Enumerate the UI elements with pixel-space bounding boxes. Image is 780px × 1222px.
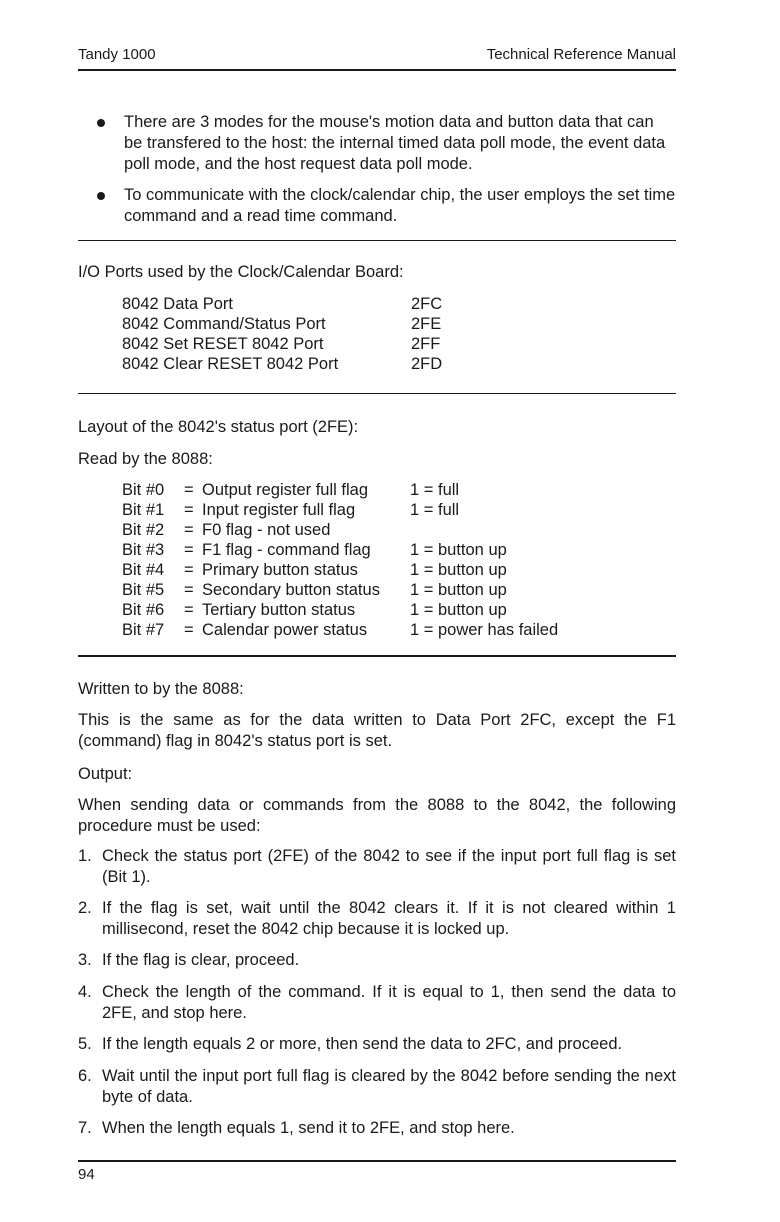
bullet-text: There are 3 modes for the mouse's motion data and button data that can be transfered to the host: the internal timed data poll mode, the event data poll mode, and the host request data poll mode.: [124, 113, 666, 173]
read-by-heading: Read by the 8088:: [78, 450, 213, 468]
output-heading: Output:: [78, 765, 133, 783]
written-heading: Written to by the 8088:: [78, 680, 244, 698]
bit-description: Tertiary button status: [202, 601, 356, 619]
header-manual-name: Technical Reference Manual: [486, 46, 676, 63]
footer-rule: [78, 1160, 676, 1162]
bit-description: Secondary button status: [202, 581, 380, 599]
status-bit-row: [122, 580, 582, 600]
step-text: If the flag is clear, proceed.: [102, 951, 300, 969]
io-port-row: [122, 294, 452, 314]
status-bit-row: [122, 500, 582, 520]
procedure-step: [78, 1034, 676, 1055]
status-port-title: Layout of the 8042's status port (2FE):: [78, 418, 359, 436]
bit-description: F1 flag - command flag: [202, 541, 371, 559]
section-divider: [78, 240, 676, 241]
header-title: Tandy 1000: [78, 46, 156, 63]
port-name: 8042 Clear RESET 8042 Port: [122, 355, 339, 373]
written-paragraph: This is the same as for the data written to Data Port 2FC, except the F1 (command) flag in 8042's status port is set.: [78, 711, 676, 750]
bit-equals: =: [184, 501, 194, 519]
bit-label: Bit #2: [122, 521, 165, 539]
step-number: 1.: [78, 847, 92, 865]
bit-status: 1 = full: [410, 481, 460, 499]
bit-label: Bit #1: [122, 501, 165, 519]
bit-equals: =: [184, 561, 194, 579]
bit-status: 1 = button up: [410, 601, 507, 619]
step-text: Check the status port (2FE) of the 8042 to see if the input port full flag is set (Bit 1).: [102, 847, 676, 886]
procedure-step: [78, 1118, 676, 1139]
bullet-text: To communicate with the clock/calendar chip, the user employs the set time command and a read time command.: [124, 186, 676, 225]
bit-status: 1 = full: [410, 501, 460, 519]
step-number: 4.: [78, 983, 92, 1001]
bit-label: Bit #4: [122, 561, 165, 579]
io-ports-title: I/O Ports used by the Clock/Calendar Board:: [78, 263, 404, 281]
io-port-row: [122, 314, 452, 334]
port-address: 2FF: [411, 335, 441, 353]
bit-equals: =: [184, 541, 194, 559]
port-name: 8042 Set RESET 8042 Port: [122, 335, 324, 353]
status-bit-row: [122, 540, 582, 560]
bit-description: Output register full flag: [202, 481, 368, 499]
io-port-row: [122, 334, 452, 354]
status-bit-row: [122, 560, 582, 580]
procedure-step: [78, 846, 676, 888]
bit-equals: =: [184, 621, 194, 639]
port-address: 2FC: [411, 295, 443, 313]
step-number: 7.: [78, 1119, 92, 1137]
procedure-step: [78, 898, 676, 940]
step-number: 6.: [78, 1067, 92, 1085]
bit-equals: =: [184, 601, 194, 619]
page-number: 94: [78, 1166, 95, 1183]
procedure-step: [78, 950, 676, 971]
bullet-list: [88, 112, 676, 237]
bit-status: 1 = button up: [410, 581, 507, 599]
bit-label: Bit #3: [122, 541, 165, 559]
bit-equals: =: [184, 581, 194, 599]
step-text: When the length equals 1, send it to 2FE, and stop here.: [102, 1119, 515, 1137]
bit-label: Bit #7: [122, 621, 165, 639]
port-name: 8042 Data Port: [122, 295, 233, 313]
status-bit-row: [122, 600, 582, 620]
step-text: If the flag is set, wait until the 8042 clears it. If it is not cleared within 1 millisecond, reset the 8042 chip because it is locked up.: [102, 899, 676, 938]
bit-status: 1 = button up: [410, 541, 507, 559]
bit-label: Bit #6: [122, 601, 165, 619]
bit-description: Primary button status: [202, 561, 358, 579]
step-number: 2.: [78, 899, 92, 917]
io-port-row: [122, 354, 452, 374]
bit-status: 1 = power has failed: [410, 621, 559, 639]
header-rule: [78, 69, 676, 71]
status-bit-row: [122, 480, 582, 500]
io-ports-table: [122, 294, 452, 374]
section-divider: [78, 655, 676, 657]
status-bit-row: [122, 620, 582, 640]
step-text: Check the length of the command. If it is equal to 1, then send the data to 2FE, and stop here.: [102, 983, 676, 1022]
status-bits-table: [122, 480, 582, 640]
output-intro: When sending data or commands from the 8088 to the 8042, the following procedure must be used:: [78, 796, 676, 835]
bullet-icon: [97, 192, 105, 200]
procedure-step: [78, 982, 676, 1024]
bullet-icon: [97, 119, 105, 127]
status-bit-row: [122, 520, 582, 540]
port-name: 8042 Command/Status Port: [122, 315, 326, 333]
step-number: 3.: [78, 951, 92, 969]
bit-equals: =: [184, 521, 194, 539]
bit-description: F0 flag - not used: [202, 521, 331, 539]
bit-status: 1 = button up: [410, 561, 507, 579]
bullet-item: [88, 112, 676, 175]
port-address: 2FE: [411, 315, 442, 333]
bit-equals: =: [184, 481, 194, 499]
section-divider: [78, 393, 676, 394]
procedure-list: [78, 846, 676, 1139]
bullet-item: [88, 185, 676, 227]
step-text: Wait until the input port full flag is cleared by the 8042 before sending the next byte of data.: [102, 1067, 676, 1106]
bit-label: Bit #0: [122, 481, 165, 499]
step-text: If the length equals 2 or more, then send the data to 2FC, and proceed.: [102, 1035, 623, 1053]
bit-description: Calendar power status: [202, 621, 368, 639]
procedure-step: [78, 1066, 676, 1108]
step-number: 5.: [78, 1035, 92, 1053]
bit-description: Input register full flag: [202, 501, 356, 519]
bit-label: Bit #5: [122, 581, 165, 599]
port-address: 2FD: [411, 355, 443, 373]
